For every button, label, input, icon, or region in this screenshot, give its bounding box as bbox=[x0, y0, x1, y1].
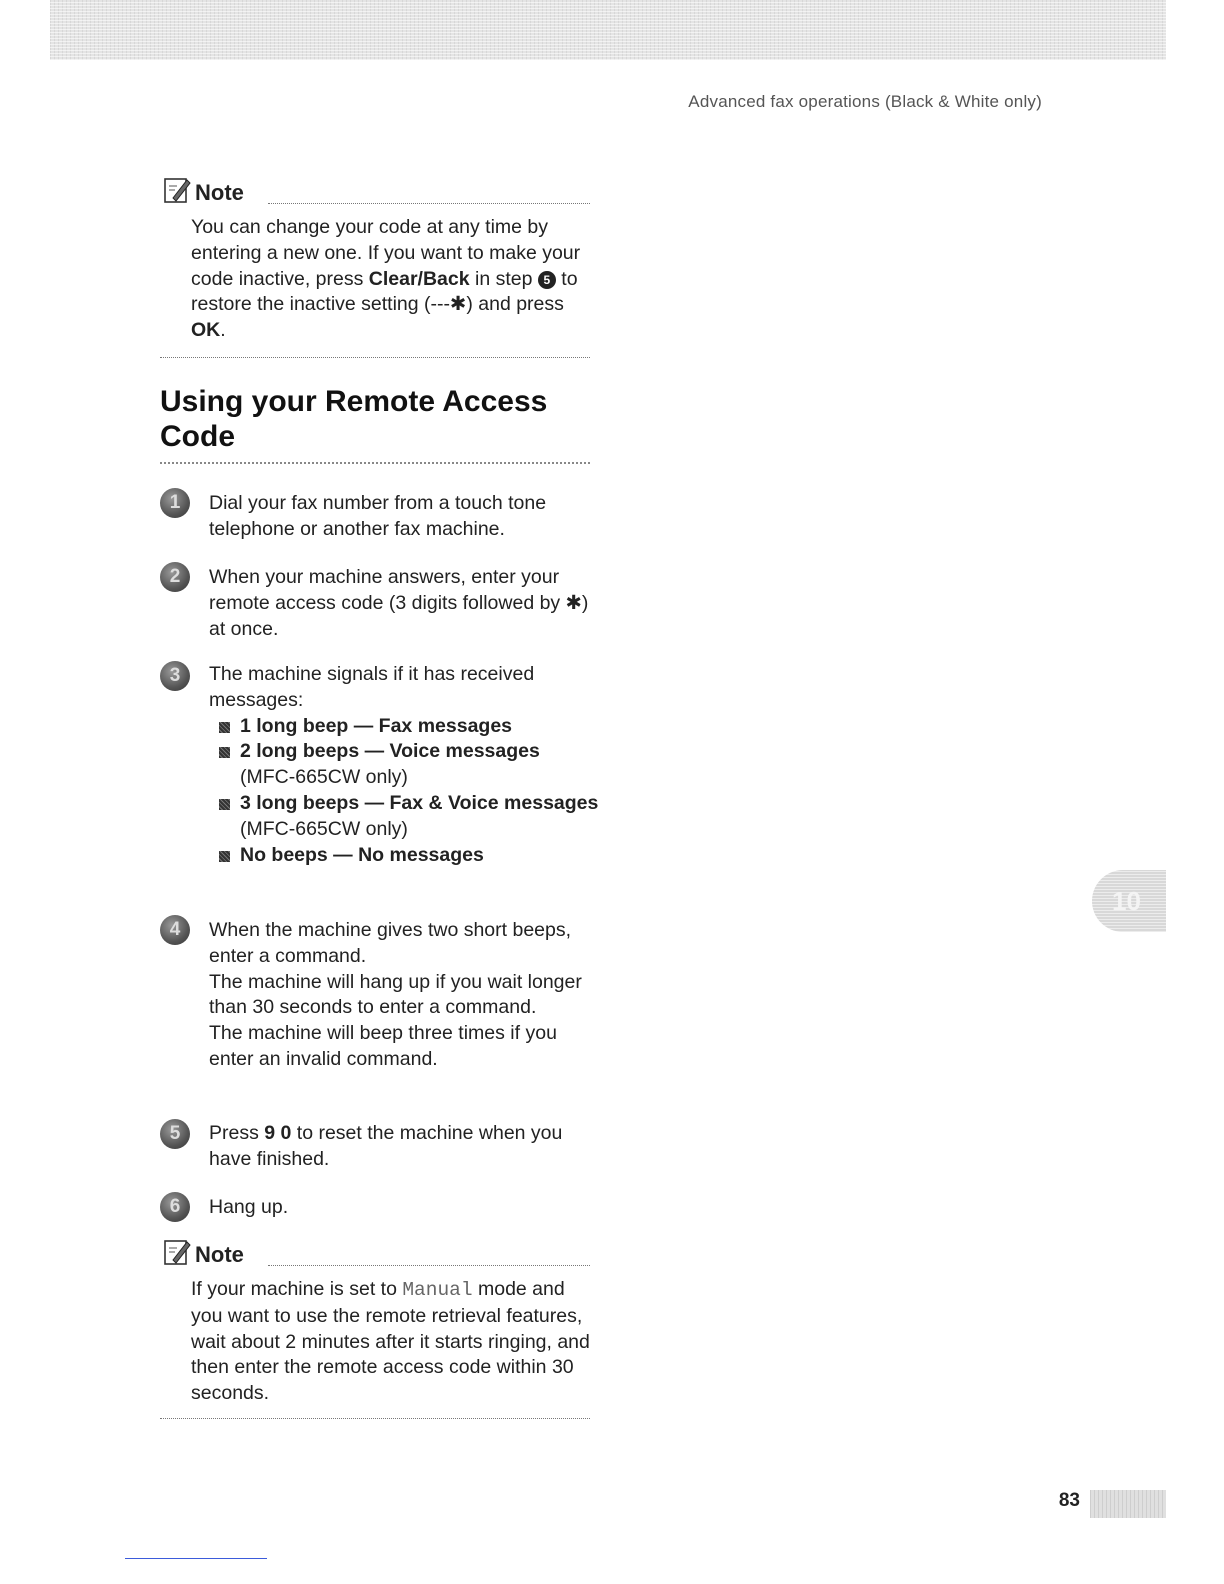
manual-mode-text: Manual bbox=[402, 1279, 473, 1301]
heading-rule bbox=[160, 462, 590, 464]
note-body: If your machine is set to Manual mode and you want to use the remote retrieval features, wait about 2 minutes after it starts ringing, and then enter the remote access code within 30 seconds. bbox=[191, 1278, 590, 1405]
bullet-item: 2 long beeps — Voice messages (MFC-665CW only) bbox=[209, 739, 599, 791]
step-number: 4 bbox=[160, 915, 190, 945]
section-heading: Using your Remote Access Code bbox=[160, 385, 548, 453]
step-text: When your machine answers, enter your remote access code (3 digits followed by ✱) at once. bbox=[209, 566, 589, 640]
note-end-divider bbox=[160, 357, 590, 358]
step-number: 3 bbox=[160, 661, 190, 691]
header-band bbox=[50, 0, 1166, 60]
step-text: Press 9 0 to reset the machine when you have finished. bbox=[209, 1122, 563, 1170]
ok-key: OK bbox=[191, 319, 221, 342]
bullet-item: 1 long beep — Fax messages bbox=[209, 714, 599, 740]
note-pencil-icon bbox=[163, 176, 191, 204]
square-bullet-icon bbox=[219, 722, 230, 733]
step-number: 1 bbox=[160, 488, 190, 518]
step-text: When the machine gives two short beeps, enter a command. The machine will hang up if you wait longer than 30 seconds to enter a command. The machine will beep three times if you enter an invalid command. bbox=[209, 919, 582, 1070]
step-text: The machine signals if it has received messages: 1 long beep — Fax messages 2 long beeps — Voice messages (MFC-665CW only) 3 long beeps — Fax & Voice messages (MFC-665CW only) No beeps — No messages bbox=[209, 662, 599, 868]
bullet-item: 3 long beeps — Fax & Voice messages (MFC-665CW only) bbox=[209, 791, 599, 843]
page-number: 83 bbox=[1058, 1490, 1080, 1511]
note-pencil-icon bbox=[163, 1238, 191, 1266]
step-text: Hang up. bbox=[209, 1196, 289, 1218]
page-number-band bbox=[1090, 1490, 1166, 1518]
step-text: Dial your fax number from a touch tone telephone or another fax machine. bbox=[209, 492, 547, 540]
square-bullet-icon bbox=[219, 851, 230, 862]
note-title: Note bbox=[195, 180, 244, 205]
bottom-rule bbox=[125, 1558, 267, 1559]
square-bullet-icon bbox=[219, 747, 230, 758]
note-header bbox=[163, 1238, 244, 1266]
clear-back-key: Clear/Back bbox=[368, 267, 470, 290]
note-title: Note bbox=[195, 1242, 244, 1267]
note-body: You can change your code at any time by entering a new one. If you want to make your code inactive, press Clear/Back in step 5 to restore the inactive setting (---✱) and press OK. bbox=[191, 216, 581, 342]
step-ref-badge: 5 bbox=[538, 271, 556, 289]
bullet-item: No beeps — No messages bbox=[209, 843, 599, 869]
note-end-divider bbox=[160, 1418, 590, 1419]
note-divider bbox=[268, 203, 590, 204]
step-number: 6 bbox=[160, 1192, 190, 1222]
note-divider bbox=[268, 1265, 590, 1266]
running-head: Advanced fax operations (Black & White only) bbox=[688, 92, 1042, 111]
step-number: 5 bbox=[160, 1119, 190, 1149]
step-number: 2 bbox=[160, 562, 190, 592]
note-header bbox=[163, 176, 244, 204]
square-bullet-icon bbox=[219, 799, 230, 810]
chapter-tab: 10 bbox=[1092, 870, 1166, 932]
